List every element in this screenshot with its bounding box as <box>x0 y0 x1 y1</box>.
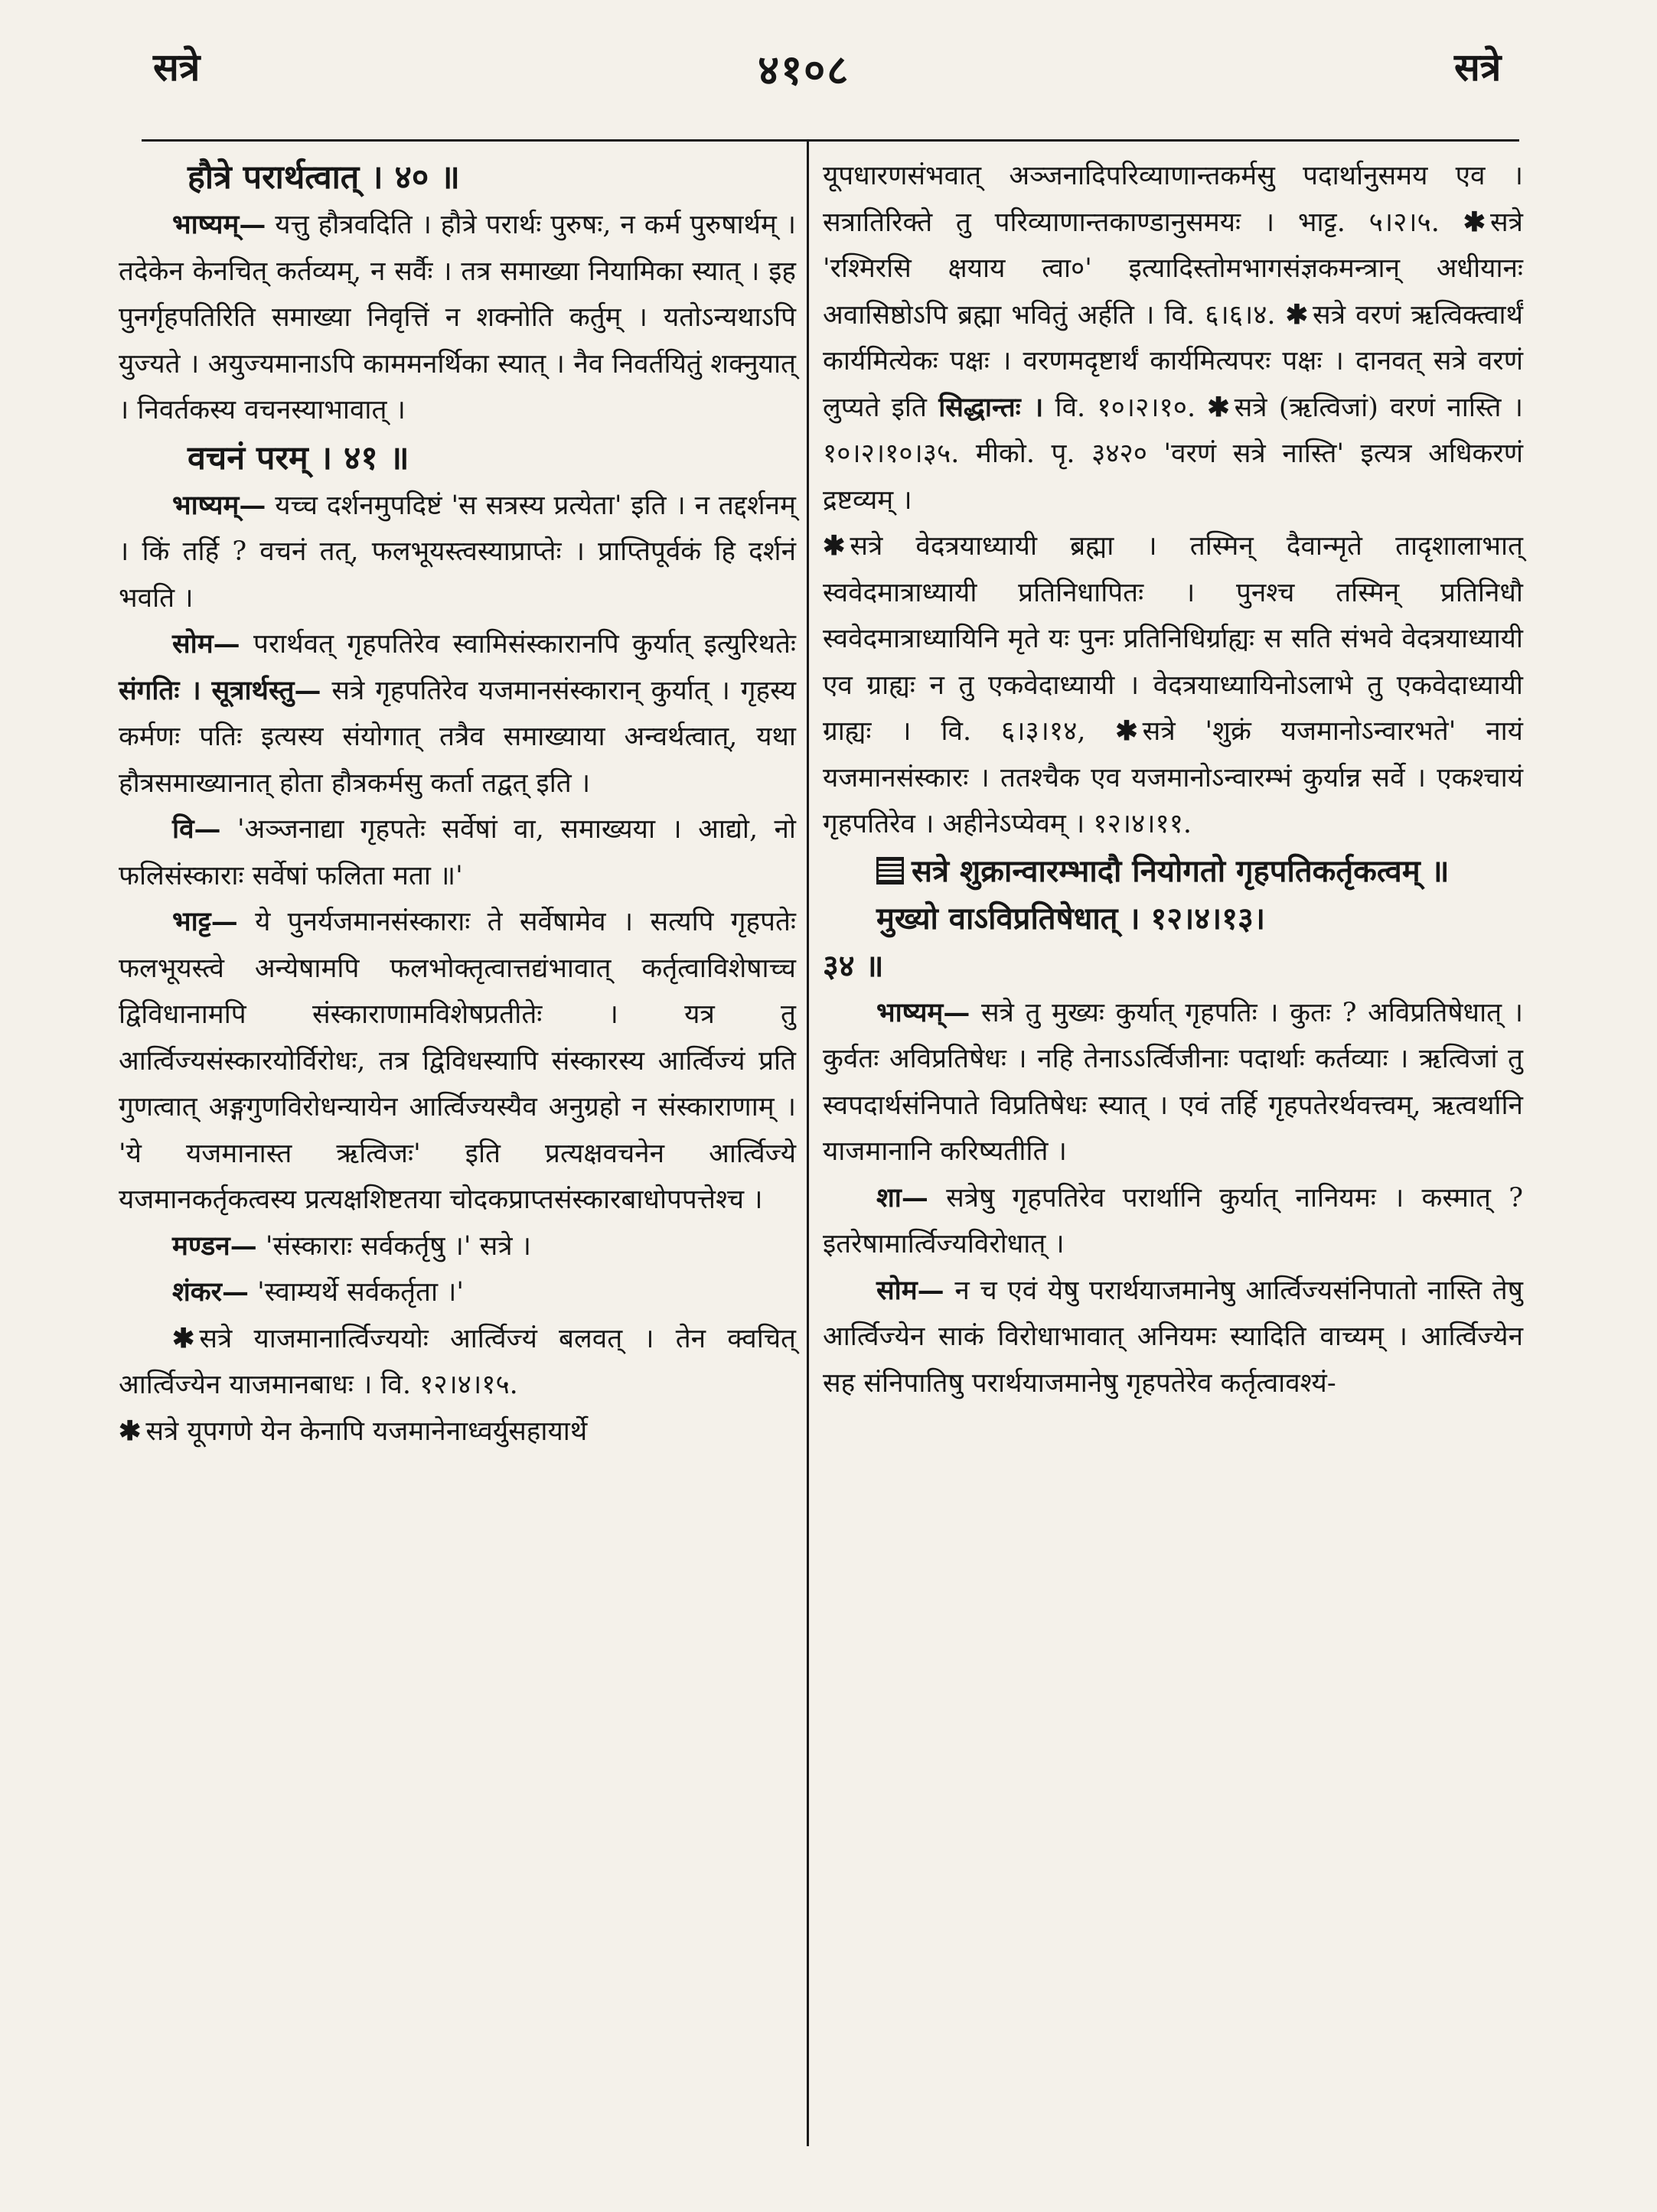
bhashya-41-label: भाष्यम्— <box>172 489 266 521</box>
mandana-label: मण्डन— <box>172 1230 257 1262</box>
asterisk-icon: ✱ <box>1207 391 1230 423</box>
vi-label: वि— <box>172 813 221 845</box>
para-2-text: सत्रे वेदत्रयाध्यायी ब्रह्मा । तस्मिन् दैवान्मृते तादृशालाभात् स्ववेदमात्राध्यायी प्रतिनिधापितः । पुनश्च तस्मिन् प्रतिनिधौ स्ववेदमात्राध्यायिनि मृते यः पुनः प्रतिनिधिर्ग्राह्यः स सति संभवे वेदत्रयाध्यायी एव ग्राह्यः न तु एकवेदाध्यायी । वेदत्रयाध्यायिनोऽलाभे तु एकवेदाध्यायी ग्राह्यः । वि. ६।३।१४, <box>823 531 1523 747</box>
sangati-label: संगतिः । <box>119 674 201 706</box>
soma-right-commentary <box>823 1268 1523 1407</box>
bhashya-13 <box>823 990 1523 1175</box>
soma-right-label: सोम— <box>876 1274 944 1306</box>
bhatta-commentary <box>119 899 796 1223</box>
sha-commentary <box>823 1175 1523 1268</box>
shankara-text: 'स्वाम्यर्थे सर्वकर्तृता ।' <box>257 1277 465 1308</box>
bhashya-40 <box>119 202 796 434</box>
section-box-icon <box>876 857 904 884</box>
asterisk-icon: ✱ <box>823 530 846 562</box>
left-column <box>119 153 796 1455</box>
shankara-commentary <box>119 1269 796 1316</box>
note-1-text: सत्रे याजमानार्त्विज्ययोः आर्त्विज्यं बलवत् । तेन क्वचित् आर्त्विज्येन याजमानबाधः । वि. १२।४।१५. <box>119 1323 796 1400</box>
bhashya-13-label: भाष्यम्— <box>876 996 970 1028</box>
bhashya-40-text: यत्तु हौत्रवदिति । हौत्रे परार्थः पुरुषः, न कर्म पुरुषार्थम् । तदेकेन केनचित् कर्तव्यम्, न सर्वैः । तत्र समाख्या नियामिका स्यात् । इह पुनर्गृहपतिरिति समाख्या निवृत्तिं न शक्नोति कर्तुम् । यतोऽन्यथाऽपि युज्यते । अयुज्यमानाऽपि काममनर्थिका स्यात् । नैव निवर्तयितुं शक्नुयात् । निवर्तकस्य वचनस्याभावात् । <box>119 210 796 425</box>
header-right-word: सत्रे <box>1454 44 1502 90</box>
sutra-13-end: ३४ ॥ <box>823 947 884 984</box>
sutra-40: हौत्रे परार्थत्वात् । ४० ॥ <box>188 158 460 197</box>
column-divider <box>807 142 809 2146</box>
adhikarana-heading <box>823 848 1523 895</box>
asterisk-icon: ✱ <box>1463 206 1486 238</box>
shankara-label: शंकर— <box>172 1276 249 1308</box>
header-rule <box>142 139 1519 142</box>
siddhanta-label: सिद्धान्तः । <box>938 391 1044 423</box>
para-1d-text: वि. १०।२।१०. <box>1055 392 1196 423</box>
asterisk-icon: ✱ <box>119 1415 142 1447</box>
bhatta-label: भाट्ट— <box>172 906 238 937</box>
asterisk-icon: ✱ <box>1115 715 1138 747</box>
sha-label: शा— <box>876 1181 928 1214</box>
soma-right-text: न च एवं येषु परार्थयाजमानेषु आर्त्विज्यसंनिपातो नास्ति तेषु आर्त्विज्येन साकं विरोधाभावात् अनियमः स्यादिति वाच्यम् । आर्त्विज्येन सह संनिपातिषु परार्थयाजमानेषु गृहपतेरेव कर्तृत्वावश्यं- <box>823 1275 1523 1399</box>
right-column <box>823 153 1523 1406</box>
note-2-text: सत्रे यूपगणे येन केनापि यजमानेनाध्वर्युसहायार्थे <box>145 1415 588 1447</box>
para-3-text: सत्रे 'शुक्रं यजमानोऽन्वारभते' नायं यजमानसंस्कारः । ततश्चैक एव यजमानोऽन्वारम्भं कुर्यान्न सर्वे । एकश्चायं गृहपतिरेव । अहीनेऽप्येवम् । १२।४।११. <box>823 716 1523 839</box>
bhashya-13-text: सत्रे तु मुख्यः कुर्यात् गृहपतिः । कुतः ? अविप्रतिषेधात् । कुर्वतः अविप्रतिषेधः । नहि तेनाऽऽर्त्विजीनाः पदार्थाः कर्तव्याः । ऋत्विजां तु स्वपदार्थसंनिपाते विप्रतिषेधः स्यात् । एवं तर्हि गृहपतेरर्थवत्त्वम्, ऋत्वर्थानि याजमानानि करिष्यतीति । <box>823 997 1523 1167</box>
asterisk-icon: ✱ <box>172 1322 195 1354</box>
bhatta-text: ये पुनर्यजमानसंस्काराः ते सर्वेषामेव । सत्यपि गृहपतेः फलभूयस्त्वे अन्येषामपि फलभोक्तृत्वात्तद्यंभावात् कर्तृत्वाविशेषाच्च द्विविधानामपि संस्काराणामविशेषप्रतीतेः । यत्र तु आर्त्विज्यसंस्कारयोर्विरोधः, तत्र द्विविधस्यापि संस्कारस्य आर्त्विज्यं प्रति गुणत्वात् अङ्गगुणविरोधन्यायेन आर्त्विज्यस्यैव अनुग्रहो न संस्काराणाम् । 'ये यजमानास्त ऋत्विजः' इति प्रत्यक्षवचनेन आर्त्विज्ये यजमानकर्तृकत्वस्य प्रत्यक्षशिष्टतया चोदकप्राप्तसंस्कारबाधोपपत्तेश्च । <box>119 907 796 1215</box>
soma-label: सोम— <box>172 628 240 660</box>
sha-text: सत्रेषु गृहपतिरेव परार्थानि कुर्यात् नानियमः । कस्मात् ? इतरेषामार्त्विज्यविरोधात् । <box>823 1182 1523 1259</box>
sutra-13-text: मुख्यो वाऽविप्रतिषेधात् । १२।४।१३। <box>876 900 1265 937</box>
sutrartha-label: सूत्रार्थस्तु— <box>211 674 321 706</box>
para-1b-text: सत्रे 'रश्मिरसि क्षयाय त्वा०' इत्यादिस्तोमभागसंज्ञकमन्त्रान् अधीयानः अवासिष्ठोऽपि ब्रह्मा भवितुं अर्हति । वि. ६।६।४. <box>823 207 1523 331</box>
adhikarana-text: सत्रे शुक्रान्वारम्भादौ नियोगतो गृहपतिकर्तृकत्वम् ॥ <box>912 852 1450 889</box>
bhashya-40-label: भाष्यम्— <box>172 209 266 240</box>
soma-text: परार्थवत् गृहपतिरेव स्वामिसंस्कारानपि कुर्यात् इत्युरिथतेः <box>253 629 796 660</box>
note-2 <box>119 1409 796 1455</box>
para-1c-text: सत्रे वरणं ऋत्विक्त्वार्थं कार्यमित्येकः पक्षः । वरणमदृष्टार्थं कार्यमित्यपरः पक्षः । दानवत् सत्रे वरणं लुप्यते इति <box>823 299 1523 423</box>
vi-commentary <box>119 806 796 899</box>
bhashya-41 <box>119 483 796 622</box>
asterisk-icon: ✱ <box>1285 298 1309 331</box>
mandana-text: 'संस्काराः सर्वकर्तृषु ।' सत्रे । <box>265 1230 531 1262</box>
page-number: ४१०८ <box>758 45 850 94</box>
header-left-word: सत्रे <box>153 44 201 90</box>
bhashya-41-text: यच्च दर्शनमुपदिष्टं 'स सत्रस्य प्रत्येता' इति । न तद्दर्शनम् । किं तर्हि ? वचनं तत्, फलभूयस्त्वस्याप्राप्तेः । प्राप्तिपूर्वकं हि दर्शनं भवति । <box>119 490 796 614</box>
para-1-text: यूपधारणसंभवात् अञ्जनादिपरिव्याणान्तकर्मसु पदार्थानुसमय एव । सत्रातिरिक्ते तु परिव्याणान्तकाण्डानुसमयः । भाट्ट. ५।२।५. <box>823 161 1523 238</box>
note-1 <box>119 1316 796 1409</box>
sutrartha-text: सत्रे गृहपतिरेव यजमानसंस्कारान् कुर्यात् । गृहस्य कर्मणः पतिः इत्यस्य संयोगात् तत्रैव समाख्याया अन्वर्थत्वात्, यथा हौत्रसमाख्यानात् होता हौत्रकर्मसु कर्ता तद्वत् इति । <box>119 675 796 799</box>
soma-commentary <box>119 621 796 806</box>
para-2 <box>823 523 1523 848</box>
para-1e-text: सत्रे (ऋत्विजां) वरणं नास्ति । १०।२।१०।३५. मीको. पृ. ३४२० 'वरणं सत्रे नास्ति' इत्यत्र अधिकरणं द्रष्टव्यम् । <box>823 392 1523 516</box>
vi-text: 'अञ्जनाद्या गृहपतेः सर्वेषां वा, समाख्यया । आद्यो, नो फलिसंस्काराः सर्वेषां फलिता मता ॥' <box>119 814 796 891</box>
mandana-commentary <box>119 1223 796 1270</box>
sutra-13 <box>823 895 1523 943</box>
para-1 <box>823 153 1523 523</box>
sutra-41: वचनं परम् । ४१ ॥ <box>188 438 409 477</box>
